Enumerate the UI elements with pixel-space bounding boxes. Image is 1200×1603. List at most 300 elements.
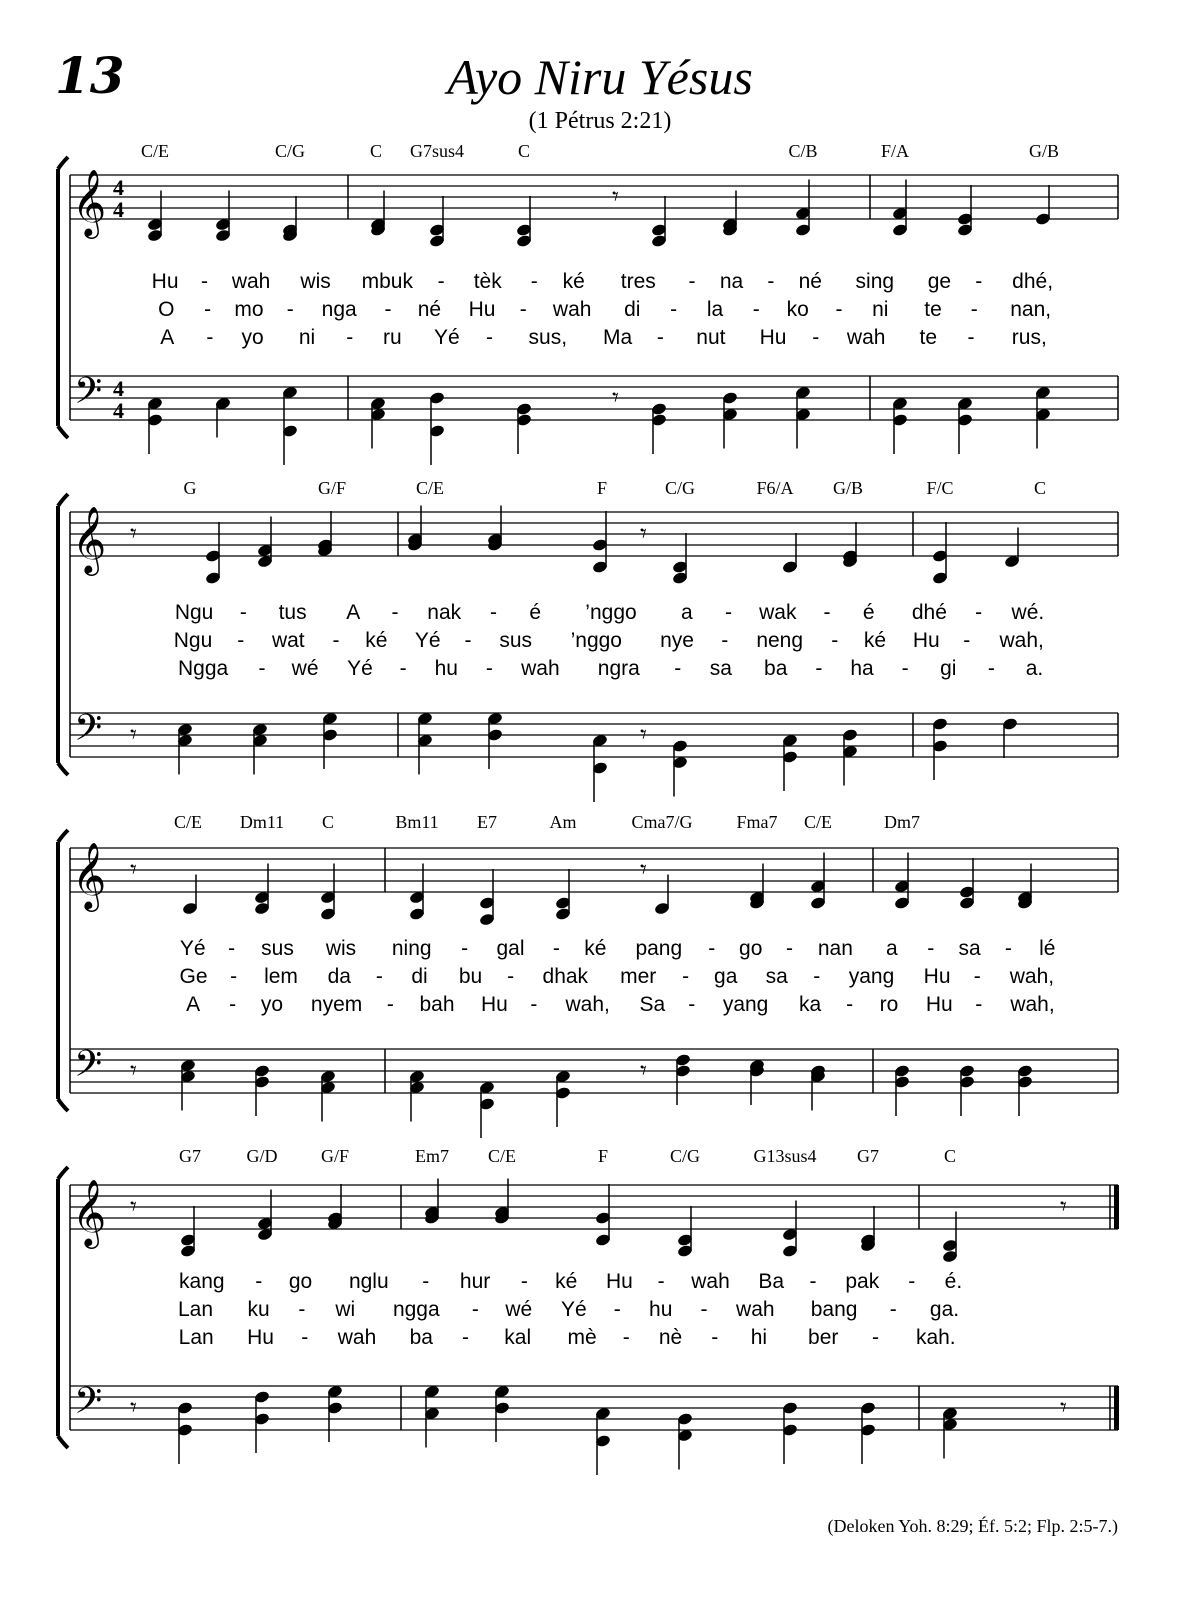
lyric-syllable: nan,	[1010, 298, 1052, 321]
lyric-syllable: nyem	[310, 993, 363, 1016]
lyric-syllable: ni	[872, 298, 889, 321]
lyric-hyphen: -	[1004, 937, 1012, 960]
bass-note	[1035, 385, 1052, 448]
lyric-syllable: wah	[231, 270, 271, 293]
lyric-syllable: Lan	[178, 1326, 214, 1349]
lyric-syllable: Hu	[247, 1326, 274, 1349]
lyric-hyphen: -	[375, 965, 383, 988]
time-signature-numerator: 4	[113, 175, 124, 200]
lyric-syllable: wah	[736, 1298, 775, 1321]
eighth-rest-icon: 𝄾	[640, 519, 647, 549]
lyric-hyphen: -	[688, 993, 696, 1016]
treble-note	[942, 1212, 959, 1264]
chord-symbol: G7	[179, 1146, 201, 1166]
lyric-syllable: Hu	[480, 993, 508, 1016]
treble-clef-icon: 𝄞	[72, 841, 107, 909]
lyric-syllable: wat	[271, 629, 305, 652]
chord-symbol: G13sus4	[753, 1146, 817, 1166]
lyric-syllable: a.	[1025, 657, 1044, 680]
lyric-syllable: pak	[845, 1270, 880, 1293]
lyric-syllable: wis	[300, 270, 331, 293]
lyric-syllable: hu	[649, 1298, 673, 1321]
lyric-hyphen: -	[975, 601, 983, 624]
bass-note	[675, 1053, 692, 1105]
lyric-syllable: ké	[562, 270, 585, 293]
lyric-syllable: bah	[419, 993, 455, 1016]
lyric-syllable: mè	[567, 1326, 597, 1349]
eighth-rest-icon: 𝄾	[1060, 1393, 1067, 1423]
lyric-syllable: Hu	[759, 326, 787, 349]
lyric-hyphen: -	[552, 937, 560, 960]
lyric-hyphen: -	[384, 298, 392, 321]
lyric-syllable: wah	[691, 1270, 730, 1293]
lyric-hyphen: -	[656, 326, 664, 349]
lyric-syllable: ké	[555, 1270, 578, 1293]
eighth-rest-icon: 𝄾	[130, 1192, 137, 1222]
lyric-hyphen: -	[613, 1298, 621, 1321]
lyric-syllable: rus,	[1011, 326, 1047, 349]
lyric-syllable: bang	[810, 1298, 858, 1321]
lyric-syllable: Hu	[925, 993, 953, 1016]
lyric-syllable: te	[924, 298, 942, 321]
lyric-syllable: nan	[817, 937, 853, 960]
lyric-hyphen: -	[700, 1298, 708, 1321]
eighth-rest-icon: 𝄾	[640, 720, 647, 750]
chord-symbol: F/A	[880, 141, 910, 161]
chord-symbol: E7	[477, 812, 497, 832]
treble-note	[147, 191, 164, 243]
treble-note	[595, 1184, 612, 1247]
bass-note	[959, 1064, 976, 1116]
bass-note	[254, 1390, 271, 1453]
chord-symbol: F	[596, 478, 608, 498]
lyric-syllable: Yé	[433, 326, 460, 349]
lyric-syllable: A	[186, 993, 201, 1016]
bass-note	[215, 396, 232, 437]
bass-note	[932, 717, 949, 780]
lyric-hyphen: -	[206, 326, 214, 349]
lyric-syllable: Hu	[151, 270, 179, 293]
treble-note	[257, 517, 274, 569]
lyric-hyphen: -	[520, 1270, 528, 1293]
lyric-syllable: gal	[496, 937, 525, 960]
eighth-rest-icon: 𝄾	[640, 855, 647, 885]
chord-symbol: C/G	[669, 1146, 701, 1166]
time-signature-denominator: 4	[113, 197, 124, 222]
lyric-hyphen: -	[670, 298, 678, 321]
lyric-hyphen: -	[708, 937, 716, 960]
chord-symbol: C/E	[173, 812, 203, 832]
lyric-syllable: é.	[944, 1270, 963, 1293]
bass-note	[147, 396, 164, 454]
lyric-hyphen: -	[967, 326, 975, 349]
lyric-syllable: ha	[850, 657, 874, 680]
bass-note	[282, 385, 299, 465]
lyric-hyphen: -	[846, 993, 854, 1016]
lyric-syllable: ba	[764, 657, 788, 680]
system-bracket	[58, 830, 68, 1111]
lyric-syllable: ru	[383, 326, 402, 349]
treble-clef-icon: 𝄞	[72, 1178, 107, 1246]
bass-note	[651, 402, 668, 454]
lyric-syllable: ké	[863, 629, 887, 652]
lyric-syllable: wah	[846, 326, 886, 349]
lyric-syllable: yo	[260, 993, 284, 1016]
treble-note	[651, 196, 668, 248]
lyric-hyphen: -	[970, 298, 978, 321]
chord-symbol: Bm11	[395, 812, 439, 832]
lyric-syllable: Hu	[923, 965, 951, 988]
lyric-hyphen: -	[437, 270, 445, 293]
lyric-syllable: ka	[799, 993, 822, 1016]
chord-symbol: C/E	[140, 141, 170, 161]
chord-symbol: C	[321, 812, 335, 832]
lyric-syllable: wé	[505, 1298, 533, 1321]
lyric-syllable: hu	[434, 657, 458, 680]
treble-note	[672, 533, 689, 585]
lyric-syllable: sus	[261, 937, 294, 960]
lyric-hyphen: -	[461, 937, 469, 960]
lyric-syllable: ngga	[392, 1298, 440, 1321]
bass-note	[595, 1406, 612, 1475]
lyric-hyphen: -	[872, 1326, 879, 1349]
lyric-hyphen: -	[507, 965, 515, 988]
lyric-hyphen: -	[228, 937, 236, 960]
bass-note	[782, 733, 799, 791]
lyric-hyphen: -	[688, 270, 696, 293]
lyric-syllable: wah,	[999, 629, 1044, 652]
lyric-syllable: ’nggo	[585, 601, 637, 624]
treble-note	[215, 191, 232, 243]
lyric-syllable: nè	[658, 1326, 683, 1349]
lyric-hyphen: -	[239, 601, 247, 624]
bass-note	[782, 1401, 799, 1464]
bass-note	[592, 733, 609, 802]
lyric-syllable: mbuk	[361, 270, 413, 293]
eighth-rest-icon: 𝄾	[130, 720, 137, 750]
lyric-syllable: kang	[179, 1270, 225, 1293]
lyric-hyphen: -	[711, 1326, 719, 1349]
lyric-hyphen: -	[752, 298, 760, 321]
treble-note	[180, 1206, 197, 1258]
bass-note	[177, 1401, 194, 1464]
lyric-hyphen: -	[346, 326, 354, 349]
lyric-syllable: Ngu	[173, 629, 213, 652]
lyric-syllable: gi	[940, 657, 957, 680]
chord-symbol: C	[369, 141, 383, 161]
treble-staff	[70, 1185, 1118, 1229]
bass-clef-icon: 𝄢	[74, 707, 103, 758]
lyric-hyphen: -	[657, 1270, 665, 1293]
lyric-syllable: go	[288, 1270, 313, 1293]
lyric-syllable: bu	[458, 965, 483, 988]
lyric-syllable: ké	[584, 937, 607, 960]
lyric-syllable: yang	[848, 965, 895, 988]
lyric-syllable: lé	[1039, 937, 1056, 960]
lyric-hyphen: -	[975, 993, 983, 1016]
lyric-syllable: yang	[722, 993, 769, 1016]
lyric-syllable: Sa	[639, 993, 666, 1016]
chord-symbol: G	[183, 478, 197, 498]
lyric-hyphen: -	[485, 657, 493, 680]
chord-symbol: Em7	[415, 1146, 449, 1166]
lyric-syllable: nglu	[348, 1270, 389, 1293]
lyric-syllable: sa	[958, 937, 981, 960]
lyric-syllable: sing	[855, 270, 895, 293]
lyric-hyphen: -	[815, 657, 823, 680]
bass-note	[252, 722, 269, 774]
lyric-syllable: dhé	[911, 601, 947, 624]
chord-symbol: Dm7	[884, 812, 920, 832]
system-bracket	[58, 1167, 68, 1448]
lyric-syllable: né	[798, 270, 822, 293]
lyric-syllable: ’nggo	[570, 629, 622, 652]
treble-note	[932, 522, 949, 585]
lyric-syllable: Yé	[347, 657, 373, 680]
lyric-syllable: neng	[756, 629, 804, 652]
lyric-syllable: wah,	[565, 993, 610, 1016]
lyric-hyphen: -	[298, 1298, 306, 1321]
bass-note	[795, 385, 812, 448]
bass-note	[892, 396, 909, 454]
bass-note	[180, 1058, 197, 1110]
bass-staff	[70, 376, 1118, 420]
chord-symbol: Fma7	[736, 812, 778, 832]
lyric-hyphen: -	[237, 629, 245, 652]
lyric-syllable: ga.	[929, 1298, 960, 1321]
lyric-hyphen: -	[835, 298, 843, 321]
lyric-syllable: la	[706, 298, 724, 321]
bass-note	[254, 1064, 271, 1116]
lyric-hyphen: -	[399, 657, 407, 680]
lyric-hyphen: -	[486, 326, 493, 349]
lyric-syllable: tèk	[473, 270, 502, 293]
lyric-syllable: Yé	[414, 629, 441, 652]
bass-note	[487, 711, 504, 769]
bass-note	[322, 711, 339, 769]
lyric-hyphen: -	[786, 937, 793, 960]
lyric-syllable: nut	[696, 326, 726, 349]
lyric-syllable: sa	[709, 657, 732, 680]
eighth-rest-icon: 𝄾	[612, 383, 619, 413]
lyric-syllable: ge	[927, 270, 952, 293]
lyric-syllable: kal	[504, 1326, 532, 1349]
lyric-syllable: Ge	[179, 965, 208, 988]
lyric-syllable: nak	[427, 601, 462, 624]
lyric-hyphen: -	[422, 1270, 430, 1293]
bass-note	[860, 1401, 877, 1464]
lyric-syllable: kah.	[915, 1326, 956, 1349]
lyric-hyphen: -	[831, 629, 839, 652]
lyric-hyphen: -	[622, 1326, 630, 1349]
lyric-hyphen: -	[927, 937, 935, 960]
treble-note	[205, 522, 222, 585]
lyric-syllable: wé.	[1011, 601, 1045, 624]
bass-note	[957, 396, 974, 454]
lyric-syllable: yo	[241, 326, 264, 349]
lyric-hyphen: -	[530, 270, 538, 293]
lyric-hyphen: -	[519, 298, 527, 321]
lyric-hyphen: -	[725, 601, 732, 624]
treble-note	[516, 196, 533, 248]
hymn-number: 13	[55, 46, 125, 105]
lyric-syllable: wah	[552, 298, 592, 321]
bass-note	[424, 1384, 441, 1447]
bass-clef-icon: 𝄢	[74, 1043, 103, 1094]
lyric-syllable: go	[739, 937, 763, 960]
lyric-hyphen: -	[889, 1298, 897, 1321]
treble-note	[959, 858, 976, 910]
bass-note	[417, 711, 434, 774]
lyric-syllable: wah,	[1009, 965, 1055, 988]
lyric-syllable: é	[862, 601, 875, 624]
treble-note	[257, 1190, 274, 1242]
treble-staff	[70, 848, 1118, 892]
lyric-syllable: mer	[620, 965, 657, 988]
system-3	[58, 812, 1118, 1138]
lyric-hyphen: -	[471, 1298, 479, 1321]
lyric-syllable: Hu	[468, 298, 496, 321]
treble-note	[677, 1206, 694, 1258]
bass-note	[177, 722, 194, 774]
lyric-syllable: tres	[620, 270, 656, 293]
lyric-syllable: tus	[278, 601, 307, 624]
bass-note	[370, 396, 387, 448]
lyric-hyphen: -	[987, 657, 995, 680]
time-signature-numerator: 4	[113, 376, 124, 401]
lyric-hyphen: -	[963, 629, 971, 652]
lyric-hyphen: -	[674, 657, 682, 680]
bass-note	[327, 1384, 344, 1442]
lyric-syllable: ko	[786, 298, 809, 321]
bass-note	[516, 402, 533, 454]
lyric-syllable: dhé,	[1012, 270, 1054, 293]
lyric-syllable: Hu	[605, 1270, 633, 1293]
bass-staff	[70, 1386, 1118, 1430]
eighth-rest-icon: 𝄾	[1060, 1192, 1067, 1222]
treble-staff	[70, 512, 1118, 556]
lyric-syllable: nye	[660, 629, 694, 652]
chord-symbol: Dm11	[239, 812, 285, 832]
lyric-hyphen: -	[813, 965, 821, 988]
lyric-syllable: hi	[750, 1326, 768, 1349]
bass-note	[409, 1069, 426, 1121]
chord-symbol: G7sus4	[409, 141, 465, 161]
lyric-hyphen: -	[230, 965, 238, 988]
lyric-hyphen: -	[286, 298, 294, 321]
bass-note	[429, 391, 446, 465]
lyric-syllable: né	[417, 298, 442, 321]
lyric-hyphen: -	[229, 993, 237, 1016]
lyric-hyphen: -	[530, 993, 538, 1016]
lyric-hyphen: -	[464, 629, 472, 652]
bass-note	[479, 1080, 496, 1138]
lyric-syllable: ba	[409, 1326, 433, 1349]
chord-symbol: C	[517, 141, 531, 161]
lyric-syllable: mo	[234, 298, 264, 321]
lyric-syllable: ké	[365, 629, 388, 652]
lyric-hyphen: -	[908, 1270, 916, 1293]
lyric-hyphen: -	[490, 601, 497, 624]
lyric-syllable: Lan	[177, 1298, 214, 1321]
system-2	[58, 478, 1118, 802]
bass-note	[1017, 1064, 1034, 1116]
treble-note	[957, 185, 974, 237]
lyric-syllable: wé	[291, 657, 319, 680]
treble-note	[782, 533, 799, 574]
lyric-syllable: a	[886, 937, 898, 960]
chord-symbol: C/G	[664, 478, 696, 498]
treble-staff	[70, 175, 1118, 219]
eighth-rest-icon: 𝄾	[130, 519, 137, 549]
lyric-hyphen: -	[204, 298, 212, 321]
treble-note	[1035, 185, 1052, 226]
time-signature-denominator: 4	[113, 398, 124, 423]
treble-note	[555, 869, 572, 921]
lyric-syllable: wis	[325, 937, 357, 960]
bass-clef-icon: 𝄢	[74, 370, 103, 421]
chord-symbol: C/B	[788, 141, 818, 161]
chord-symbol: C	[943, 1146, 957, 1166]
lyric-syllable: ro	[879, 993, 899, 1016]
lyric-hyphen: -	[255, 1270, 263, 1293]
system-bracket	[58, 494, 68, 775]
bass-clef-icon: 𝄢	[74, 1380, 103, 1431]
lyric-syllable: dhak	[542, 965, 589, 988]
chord-symbol: F	[597, 1146, 609, 1166]
lyric-syllable: ning	[391, 937, 432, 960]
lyric-syllable: A	[160, 326, 175, 349]
lyric-hyphen: -	[391, 601, 399, 624]
hymn-title: Ayo Niru Yésus	[447, 49, 753, 105]
lyric-syllable: Ba	[758, 1270, 785, 1293]
lyric-hyphen: -	[973, 965, 981, 988]
lyric-syllable: di	[411, 965, 428, 988]
chord-symbol: G/F	[317, 478, 347, 498]
lyric-syllable: wi	[335, 1298, 356, 1321]
treble-note	[479, 869, 496, 927]
scripture-footnote: (Deloken Yoh. 8:29; Éf. 5:2; Flp. 2:5-7.)	[827, 1516, 1118, 1536]
lyric-syllable: ga	[714, 965, 738, 988]
lyric-hyphen: -	[812, 326, 820, 349]
lyric-hyphen: -	[721, 629, 729, 652]
lyric-syllable: Ngga	[177, 657, 229, 680]
scripture-reference: (1 Pétrus 2:21)	[528, 108, 672, 134]
lyric-hyphen: -	[258, 657, 266, 680]
chord-symbol: C	[1033, 478, 1047, 498]
lyric-hyphen: -	[462, 1326, 469, 1349]
lyric-hyphen: -	[201, 270, 208, 293]
lyric-syllable: ni	[298, 326, 316, 349]
chord-symbol: Cma7/G	[631, 812, 693, 832]
lyric-hyphen: -	[682, 965, 690, 988]
chord-symbol: F6/A	[756, 478, 794, 498]
lyric-syllable: da	[327, 965, 351, 988]
lyric-syllable: é	[529, 601, 542, 624]
chord-symbol: F/C	[926, 478, 954, 498]
lyric-syllable: wah,	[1010, 993, 1055, 1016]
bass-note	[672, 739, 689, 797]
lyric-syllable: O	[158, 298, 175, 321]
lyric-hyphen: -	[301, 1326, 309, 1349]
eighth-rest-icon: 𝄾	[130, 855, 137, 885]
lyric-syllable: di	[624, 298, 641, 321]
lyric-syllable: a	[680, 601, 693, 624]
chord-symbol: G7	[857, 1146, 879, 1166]
eighth-rest-icon: 𝄾	[130, 1056, 137, 1086]
lyric-syllable: Ma	[603, 326, 633, 349]
system-1	[58, 141, 1118, 465]
